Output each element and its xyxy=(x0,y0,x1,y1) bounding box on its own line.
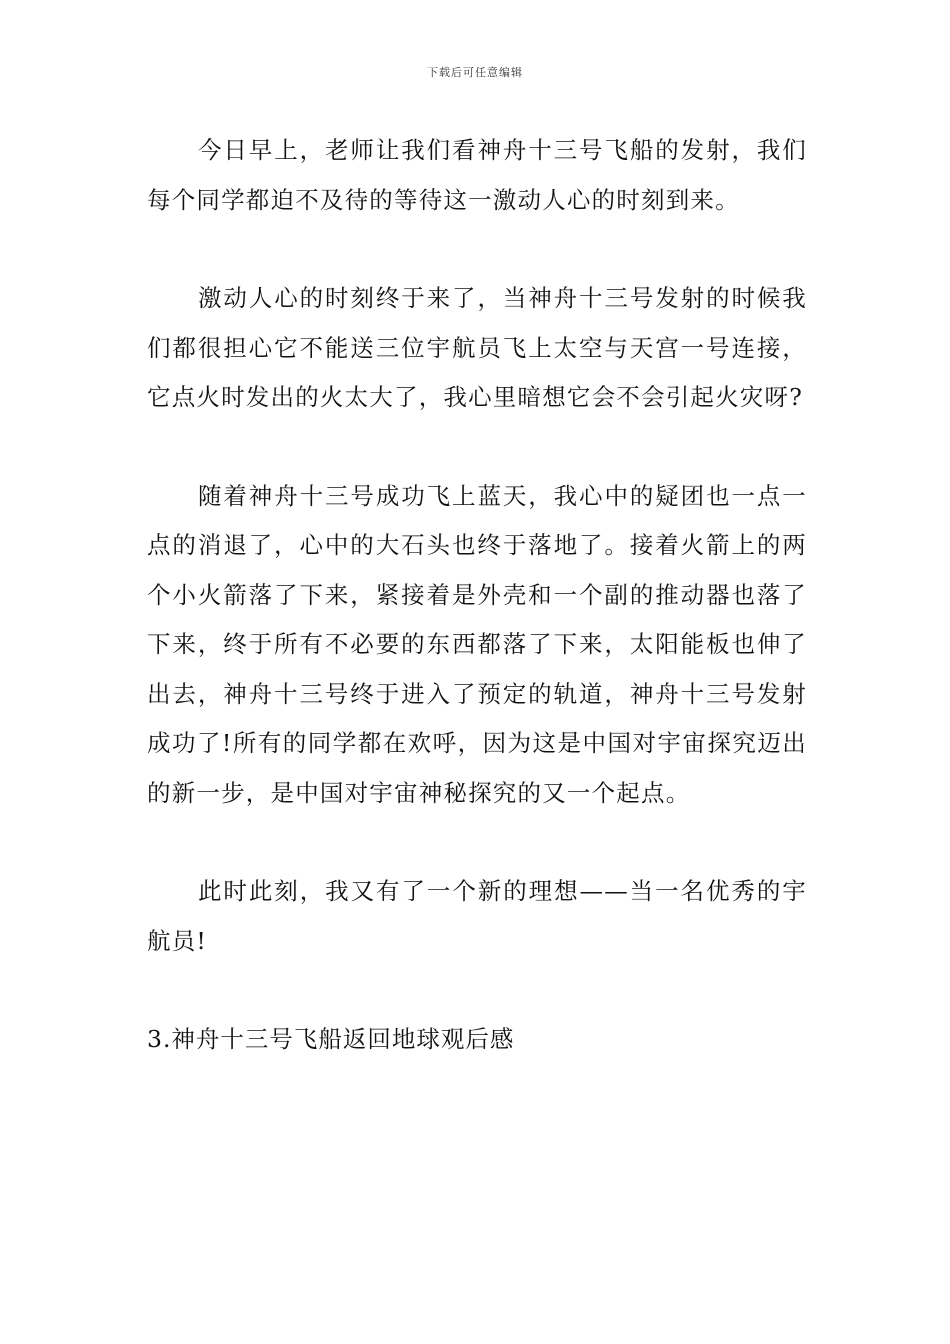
page-header: 下载后可任意编辑 xyxy=(427,66,523,79)
paragraph-4: 此时此刻，我又有了一个新的理想——当一名优秀的宇航员! xyxy=(147,877,807,955)
paragraph-1: 今日早上，老师让我们看神舟十三号飞船的发射，我们每个同学都迫不及待的等待这一激动人心的时刻到来。 xyxy=(147,136,807,214)
document-body xyxy=(147,126,807,1065)
paragraph-2: 激动人心的时刻终于来了，当神舟十三号发射的时候我们都很担心它不能送三位宇航员飞上太空与天宫一号连接，它点火时发出的火太大了，我心里暗想它会不会引起火灾呀? xyxy=(147,284,807,411)
paragraph-3: 随着神舟十三号成功飞上蓝天，我心中的疑团也一点一点的消退了，心中的大石头也终于落地了。接着火箭上的两个小火箭落了下来，紧接着是外壳和一个副的推动器也落了下来，终于所有不必要的东西都落了下来，太阳能板也伸了出去，神舟十三号终于进入了预定的轨道，神舟十三号发射成功了!所有的同学都在欢呼，因为这是中国对宇宙探究迈出的新一步，是中国对宇宙神秘探究的又一个起点。 xyxy=(147,481,807,807)
section-heading: 3.神舟十三号飞船返回地球观后感 xyxy=(147,1025,515,1053)
